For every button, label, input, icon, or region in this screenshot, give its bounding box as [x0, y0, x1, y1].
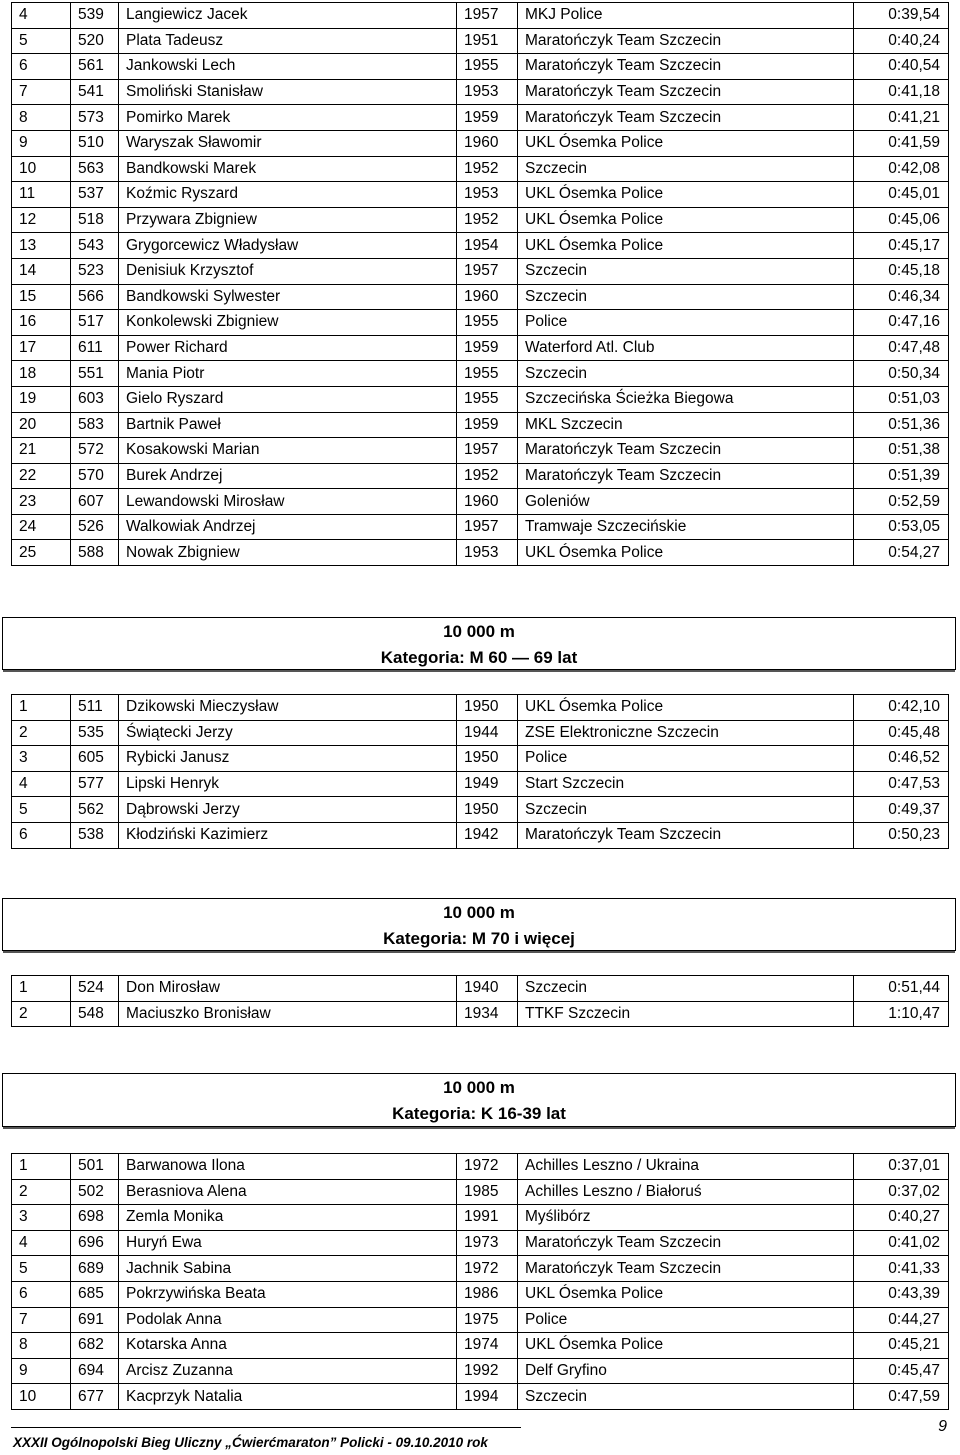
bib-number-cell: 520: [71, 28, 119, 54]
bib-number-cell: 551: [71, 361, 119, 387]
place-cell: 9: [12, 130, 71, 156]
club-cell: MKJ Police: [518, 3, 854, 29]
runner-name-cell: Lewandowski Mirosław: [119, 489, 457, 515]
club-cell: UKL Ósemka Police: [518, 1281, 854, 1307]
table-row: [12, 1281, 949, 1307]
runner-name-cell: Bartnik Paweł: [119, 412, 457, 438]
finish-time-cell: 0:45,18: [854, 258, 949, 284]
table-row: [12, 822, 949, 848]
finish-time-cell: 0:43,39: [854, 1281, 949, 1307]
table-row: [12, 105, 949, 131]
runner-name-cell: Dzikowski Mieczysław: [119, 695, 457, 721]
runner-name-cell: Plata Tadeusz: [119, 28, 457, 54]
place-cell: 3: [12, 746, 71, 772]
finish-time-cell: 0:51,36: [854, 412, 949, 438]
finish-time-cell: 0:42,10: [854, 695, 949, 721]
bib-number-cell: 510: [71, 130, 119, 156]
bib-number-cell: 677: [71, 1384, 119, 1410]
bib-number-cell: 541: [71, 79, 119, 105]
runner-name-cell: Pomirko Marek: [119, 105, 457, 131]
runner-name-cell: Przywara Zbigniew: [119, 207, 457, 233]
birth-year-cell: 1959: [457, 105, 518, 131]
table-row: [12, 1384, 949, 1410]
table-row: [12, 720, 949, 746]
birth-year-cell: 1957: [457, 258, 518, 284]
bib-number-cell: 583: [71, 412, 119, 438]
birth-year-cell: 1991: [457, 1205, 518, 1231]
finish-time-cell: 0:45,47: [854, 1358, 949, 1384]
place-cell: 7: [12, 1307, 71, 1333]
runner-name-cell: Kacprzyk Natalia: [119, 1384, 457, 1410]
club-cell: Maratończyk Team Szczecin: [518, 822, 854, 848]
runner-name-cell: Smoliński Stanisław: [119, 79, 457, 105]
runner-name-cell: Waryszak Sławomir: [119, 130, 457, 156]
birth-year-cell: 1957: [457, 3, 518, 29]
bib-number-cell: 691: [71, 1307, 119, 1333]
birth-year-cell: 1949: [457, 771, 518, 797]
bib-number-cell: 539: [71, 3, 119, 29]
runner-name-cell: Bandkowski Sylwester: [119, 284, 457, 310]
bib-number-cell: 603: [71, 386, 119, 412]
club-cell: Maratończyk Team Szczecin: [518, 54, 854, 80]
birth-year-cell: 1953: [457, 79, 518, 105]
finish-time-cell: 0:41,33: [854, 1256, 949, 1282]
finish-time-cell: 0:47,59: [854, 1384, 949, 1410]
category-label: Kategoria: K 16-39 lat: [392, 1104, 566, 1123]
finish-time-cell: 0:41,59: [854, 130, 949, 156]
birth-year-cell: 1974: [457, 1333, 518, 1359]
table-row: [12, 284, 949, 310]
place-cell: 21: [12, 438, 71, 464]
table-row: [12, 1333, 949, 1359]
finish-time-cell: 0:41,18: [854, 79, 949, 105]
club-cell: Szczecin: [518, 258, 854, 284]
category-header-k16-39: [2, 1073, 956, 1127]
distance-label: 10 000 m: [443, 622, 515, 641]
category-header-m70-plus: [2, 898, 956, 951]
birth-year-cell: 1959: [457, 335, 518, 361]
table-row: [12, 130, 949, 156]
birth-year-cell: 1986: [457, 1281, 518, 1307]
finish-time-cell: 0:37,02: [854, 1179, 949, 1205]
club-cell: Szczecin: [518, 284, 854, 310]
club-cell: Waterford Atl. Club: [518, 335, 854, 361]
club-cell: UKL Ósemka Police: [518, 695, 854, 721]
finish-time-cell: 0:45,21: [854, 1333, 949, 1359]
bib-number-cell: 588: [71, 540, 119, 566]
bib-number-cell: 543: [71, 233, 119, 259]
place-cell: 5: [12, 797, 71, 823]
runner-name-cell: Power Richard: [119, 335, 457, 361]
place-cell: 25: [12, 540, 71, 566]
bib-number-cell: 570: [71, 463, 119, 489]
place-cell: 8: [12, 105, 71, 131]
finish-time-cell: 0:45,01: [854, 182, 949, 208]
club-cell: UKL Ósemka Police: [518, 130, 854, 156]
bib-number-cell: 526: [71, 514, 119, 540]
finish-time-cell: 0:41,02: [854, 1230, 949, 1256]
birth-year-cell: 1957: [457, 438, 518, 464]
footer-divider: [11, 1427, 521, 1428]
bib-number-cell: 501: [71, 1154, 119, 1180]
runner-name-cell: Jankowski Lech: [119, 54, 457, 80]
table-row: [12, 438, 949, 464]
finish-time-cell: 0:45,06: [854, 207, 949, 233]
runner-name-cell: Koźmic Ryszard: [119, 182, 457, 208]
birth-year-cell: 1960: [457, 130, 518, 156]
runner-name-cell: Rybicki Janusz: [119, 746, 457, 772]
runner-name-cell: Huryń Ewa: [119, 1230, 457, 1256]
runner-name-cell: Zemla Monika: [119, 1205, 457, 1231]
club-cell: Szczecin: [518, 797, 854, 823]
runner-name-cell: Kotarska Anna: [119, 1333, 457, 1359]
bib-number-cell: 577: [71, 771, 119, 797]
finish-time-cell: 0:46,34: [854, 284, 949, 310]
bib-number-cell: 682: [71, 1333, 119, 1359]
table-row: [12, 258, 949, 284]
birth-year-cell: 1985: [457, 1179, 518, 1205]
place-cell: 1: [12, 976, 71, 1002]
table-row: [12, 335, 949, 361]
table-row: [12, 514, 949, 540]
finish-time-cell: 0:45,48: [854, 720, 949, 746]
bib-number-cell: 611: [71, 335, 119, 361]
bib-number-cell: 517: [71, 310, 119, 336]
birth-year-cell: 1955: [457, 361, 518, 387]
finish-time-cell: 0:45,17: [854, 233, 949, 259]
place-cell: 2: [12, 1001, 71, 1027]
birth-year-cell: 1994: [457, 1384, 518, 1410]
birth-year-cell: 1950: [457, 746, 518, 772]
place-cell: 13: [12, 233, 71, 259]
bib-number-cell: 607: [71, 489, 119, 515]
club-cell: Police: [518, 1307, 854, 1333]
place-cell: 4: [12, 771, 71, 797]
birth-year-cell: 1954: [457, 233, 518, 259]
club-cell: Maratończyk Team Szczecin: [518, 1230, 854, 1256]
club-cell: Maratończyk Team Szczecin: [518, 438, 854, 464]
finish-time-cell: 0:47,53: [854, 771, 949, 797]
club-cell: Start Szczecin: [518, 771, 854, 797]
finish-time-cell: 0:42,08: [854, 156, 949, 182]
runner-name-cell: Maciuszko Bronisław: [119, 1001, 457, 1027]
club-cell: UKL Ósemka Police: [518, 1333, 854, 1359]
finish-time-cell: 1:10,47: [854, 1001, 949, 1027]
bib-number-cell: 524: [71, 976, 119, 1002]
finish-time-cell: 0:49,37: [854, 797, 949, 823]
birth-year-cell: 1952: [457, 156, 518, 182]
results-table-m70-plus: [11, 975, 949, 1027]
runner-name-cell: Podolak Anna: [119, 1307, 457, 1333]
category-header-m60-69: [2, 617, 956, 670]
place-cell: 5: [12, 28, 71, 54]
runner-name-cell: Jachnik Sabina: [119, 1256, 457, 1282]
birth-year-cell: 1955: [457, 54, 518, 80]
runner-name-cell: Świątecki Jerzy: [119, 720, 457, 746]
club-cell: Myślibórz: [518, 1205, 854, 1231]
finish-time-cell: 0:54,27: [854, 540, 949, 566]
place-cell: 11: [12, 182, 71, 208]
finish-time-cell: 0:47,16: [854, 310, 949, 336]
place-cell: 8: [12, 1333, 71, 1359]
place-cell: 6: [12, 54, 71, 80]
place-cell: 19: [12, 386, 71, 412]
runner-name-cell: Bandkowski Marek: [119, 156, 457, 182]
table-row: [12, 695, 949, 721]
table-row: [12, 489, 949, 515]
birth-year-cell: 1942: [457, 822, 518, 848]
table-row: [12, 156, 949, 182]
table-row: [12, 1230, 949, 1256]
bib-number-cell: 538: [71, 822, 119, 848]
birth-year-cell: 1955: [457, 386, 518, 412]
runner-name-cell: Kosakowski Marian: [119, 438, 457, 464]
birth-year-cell: 1953: [457, 540, 518, 566]
bib-number-cell: 573: [71, 105, 119, 131]
table-row: [12, 771, 949, 797]
finish-time-cell: 0:46,52: [854, 746, 949, 772]
results-table-m60-69: [11, 694, 949, 849]
place-cell: 23: [12, 489, 71, 515]
category-label: Kategoria: M 70 i więcej: [383, 929, 575, 948]
club-cell: Szczecińska Ścieżka Biegowa: [518, 386, 854, 412]
bib-number-cell: 523: [71, 258, 119, 284]
runner-name-cell: Lipski Henryk: [119, 771, 457, 797]
finish-time-cell: 0:40,54: [854, 54, 949, 80]
club-cell: TTKF Szczecin: [518, 1001, 854, 1027]
club-cell: Szczecin: [518, 976, 854, 1002]
table-row: [12, 797, 949, 823]
finish-time-cell: 0:52,59: [854, 489, 949, 515]
birth-year-cell: 1951: [457, 28, 518, 54]
bib-number-cell: 698: [71, 1205, 119, 1231]
bib-number-cell: 605: [71, 746, 119, 772]
table-row: [12, 182, 949, 208]
place-cell: 2: [12, 1179, 71, 1205]
table-row: [12, 207, 949, 233]
club-cell: Szczecin: [518, 1384, 854, 1410]
bib-number-cell: 518: [71, 207, 119, 233]
table-row: [12, 1179, 949, 1205]
table-row: [12, 386, 949, 412]
bib-number-cell: 689: [71, 1256, 119, 1282]
finish-time-cell: 0:39,54: [854, 3, 949, 29]
bib-number-cell: 694: [71, 1358, 119, 1384]
club-cell: UKL Ósemka Police: [518, 207, 854, 233]
bib-number-cell: 685: [71, 1281, 119, 1307]
table-row: [12, 1307, 949, 1333]
finish-time-cell: 0:51,44: [854, 976, 949, 1002]
club-cell: Police: [518, 746, 854, 772]
birth-year-cell: 1952: [457, 463, 518, 489]
runner-name-cell: Dąbrowski Jerzy: [119, 797, 457, 823]
bib-number-cell: 537: [71, 182, 119, 208]
runner-name-cell: Gielo Ryszard: [119, 386, 457, 412]
club-cell: UKL Ósemka Police: [518, 540, 854, 566]
club-cell: Szczecin: [518, 156, 854, 182]
club-cell: Tramwaje Szczecińskie: [518, 514, 854, 540]
table-row: [12, 1154, 949, 1180]
table-row: [12, 1001, 949, 1027]
table-row: [12, 310, 949, 336]
table-row: [12, 976, 949, 1002]
birth-year-cell: 1950: [457, 695, 518, 721]
table-row: [12, 54, 949, 80]
table-row: [12, 412, 949, 438]
finish-time-cell: 0:47,48: [854, 335, 949, 361]
bib-number-cell: 566: [71, 284, 119, 310]
runner-name-cell: Don Mirosław: [119, 976, 457, 1002]
birth-year-cell: 1975: [457, 1307, 518, 1333]
finish-time-cell: 0:50,34: [854, 361, 949, 387]
bib-number-cell: 572: [71, 438, 119, 464]
birth-year-cell: 1960: [457, 489, 518, 515]
birth-year-cell: 1952: [457, 207, 518, 233]
birth-year-cell: 1972: [457, 1154, 518, 1180]
finish-time-cell: 0:37,01: [854, 1154, 949, 1180]
table-row: [12, 1205, 949, 1231]
club-cell: Police: [518, 310, 854, 336]
birth-year-cell: 1957: [457, 514, 518, 540]
bib-number-cell: 535: [71, 720, 119, 746]
place-cell: 2: [12, 720, 71, 746]
birth-year-cell: 1940: [457, 976, 518, 1002]
table-row: [12, 3, 949, 29]
place-cell: 24: [12, 514, 71, 540]
finish-time-cell: 0:51,39: [854, 463, 949, 489]
page-number: 9: [938, 1418, 947, 1435]
runner-name-cell: Burek Andrzej: [119, 463, 457, 489]
place-cell: 18: [12, 361, 71, 387]
finish-time-cell: 0:51,03: [854, 386, 949, 412]
place-cell: 10: [12, 156, 71, 182]
club-cell: Maratończyk Team Szczecin: [518, 28, 854, 54]
bib-number-cell: 562: [71, 797, 119, 823]
place-cell: 17: [12, 335, 71, 361]
birth-year-cell: 1953: [457, 182, 518, 208]
club-cell: Achilles Leszno / Białoruś: [518, 1179, 854, 1205]
table-row: [12, 746, 949, 772]
finish-time-cell: 0:41,21: [854, 105, 949, 131]
runner-name-cell: Barwanowa Ilona: [119, 1154, 457, 1180]
place-cell: 7: [12, 79, 71, 105]
place-cell: 14: [12, 258, 71, 284]
distance-label: 10 000 m: [443, 1078, 515, 1097]
finish-time-cell: 0:51,38: [854, 438, 949, 464]
place-cell: 1: [12, 695, 71, 721]
category-label: Kategoria: M 60 — 69 lat: [380, 648, 578, 667]
place-cell: 15: [12, 284, 71, 310]
place-cell: 22: [12, 463, 71, 489]
club-cell: Maratończyk Team Szczecin: [518, 105, 854, 131]
place-cell: 12: [12, 207, 71, 233]
bib-number-cell: 696: [71, 1230, 119, 1256]
runner-name-cell: Arcisz Zuzanna: [119, 1358, 457, 1384]
table-row: [12, 28, 949, 54]
place-cell: 6: [12, 1281, 71, 1307]
runner-name-cell: Konkolewski Zbigniew: [119, 310, 457, 336]
club-cell: Szczecin: [518, 361, 854, 387]
runner-name-cell: Pokrzywińska Beata: [119, 1281, 457, 1307]
bib-number-cell: 561: [71, 54, 119, 80]
finish-time-cell: 0:50,23: [854, 822, 949, 848]
place-cell: 9: [12, 1358, 71, 1384]
table-row: [12, 361, 949, 387]
bib-number-cell: 502: [71, 1179, 119, 1205]
club-cell: Delf Gryfino: [518, 1358, 854, 1384]
club-cell: UKL Ósemka Police: [518, 233, 854, 259]
table-row: [12, 233, 949, 259]
bib-number-cell: 511: [71, 695, 119, 721]
finish-time-cell: 0:44,27: [854, 1307, 949, 1333]
runner-name-cell: Mania Piotr: [119, 361, 457, 387]
bib-number-cell: 548: [71, 1001, 119, 1027]
runner-name-cell: Nowak Zbigniew: [119, 540, 457, 566]
place-cell: 1: [12, 1154, 71, 1180]
results-table-continued: [11, 2, 949, 566]
bib-number-cell: 563: [71, 156, 119, 182]
club-cell: Maratończyk Team Szczecin: [518, 1256, 854, 1282]
table-row: [12, 79, 949, 105]
club-cell: Achilles Leszno / Ukraina: [518, 1154, 854, 1180]
club-cell: ZSE Elektroniczne Szczecin: [518, 720, 854, 746]
table-row: [12, 1358, 949, 1384]
runner-name-cell: Denisiuk Krzysztof: [119, 258, 457, 284]
club-cell: UKL Ósemka Police: [518, 182, 854, 208]
place-cell: 16: [12, 310, 71, 336]
table-row: [12, 540, 949, 566]
runner-name-cell: Grygorcewicz Władysław: [119, 233, 457, 259]
finish-time-cell: 0:53,05: [854, 514, 949, 540]
birth-year-cell: 1950: [457, 797, 518, 823]
birth-year-cell: 1959: [457, 412, 518, 438]
place-cell: 4: [12, 1230, 71, 1256]
birth-year-cell: 1972: [457, 1256, 518, 1282]
distance-label: 10 000 m: [443, 903, 515, 922]
place-cell: 3: [12, 1205, 71, 1231]
runner-name-cell: Langiewicz Jacek: [119, 3, 457, 29]
place-cell: 10: [12, 1384, 71, 1410]
footer-event-title: XXXII Ogólnopolski Bieg Uliczny „Ćwierćmaraton” Policki - 09.10.2010 rok: [13, 1435, 488, 1450]
place-cell: 5: [12, 1256, 71, 1282]
club-cell: Maratończyk Team Szczecin: [518, 79, 854, 105]
club-cell: Maratończyk Team Szczecin: [518, 463, 854, 489]
table-row: [12, 463, 949, 489]
birth-year-cell: 1973: [457, 1230, 518, 1256]
place-cell: 20: [12, 412, 71, 438]
birth-year-cell: 1955: [457, 310, 518, 336]
place-cell: 6: [12, 822, 71, 848]
finish-time-cell: 0:40,27: [854, 1205, 949, 1231]
finish-time-cell: 0:40,24: [854, 28, 949, 54]
birth-year-cell: 1992: [457, 1358, 518, 1384]
birth-year-cell: 1944: [457, 720, 518, 746]
table-row: [12, 1256, 949, 1282]
runner-name-cell: Berasniova Alena: [119, 1179, 457, 1205]
runner-name-cell: Walkowiak Andrzej: [119, 514, 457, 540]
club-cell: MKL Szczecin: [518, 412, 854, 438]
runner-name-cell: Kłodziński Kazimierz: [119, 822, 457, 848]
birth-year-cell: 1934: [457, 1001, 518, 1027]
birth-year-cell: 1960: [457, 284, 518, 310]
results-table-k16-39: [11, 1153, 949, 1410]
place-cell: 4: [12, 3, 71, 29]
club-cell: Goleniów: [518, 489, 854, 515]
